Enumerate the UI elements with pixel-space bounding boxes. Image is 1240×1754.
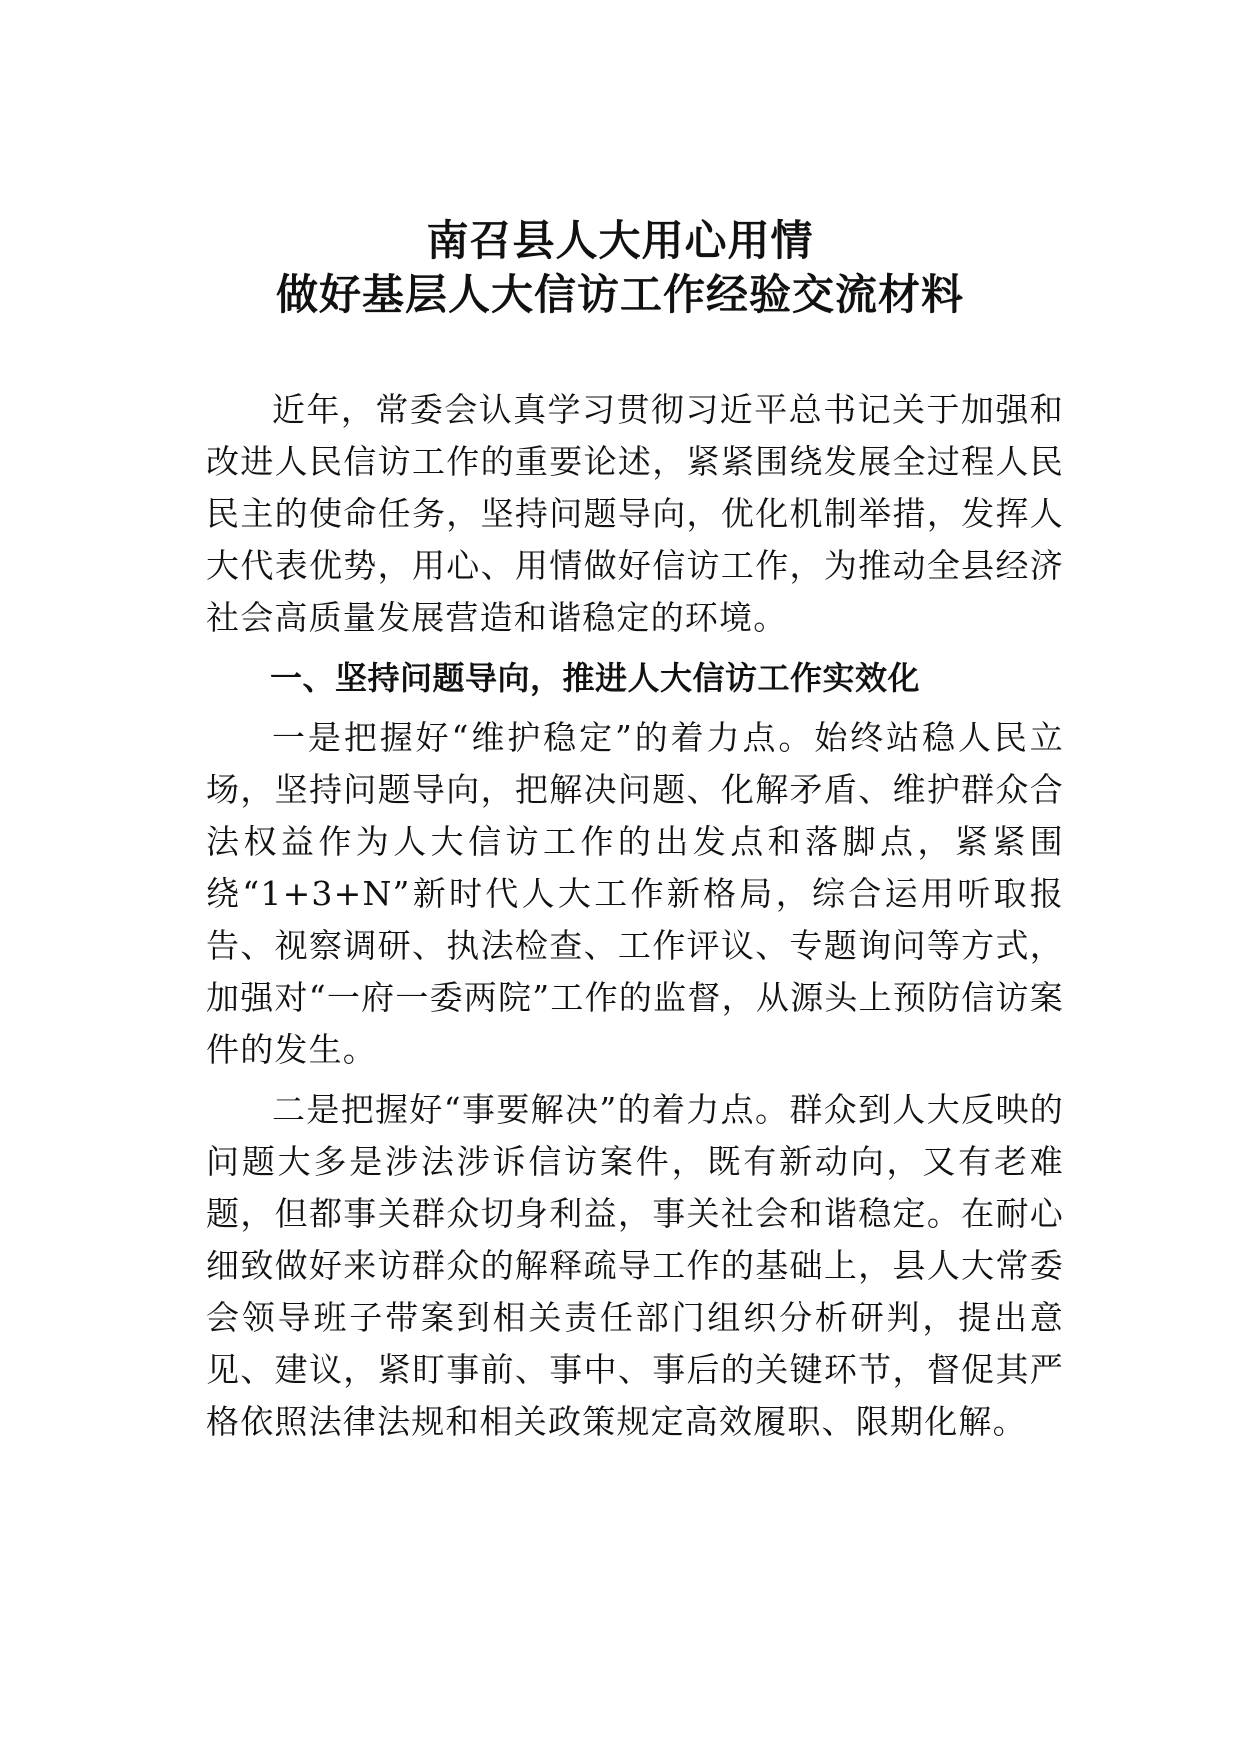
section-1-paragraph-2: 二是把握好“事要解决”的着力点。群众到人大反映的问题大多是涉法涉诉信访案件，既有新动向，又有老难题，但都事关群众切身利益，事关社会和谐稳定。在耐心细致做好来访群众的解释疏导工作的基础上，县人大常委会领导班子带案到相关责任部门组织分析研判，提出意见、建议，紧盯事前、事中、事后的关键环节，督促其严格依照法律法规和相关政策规定高效履职、限期化解。 [206, 1090, 1064, 1441]
document-title [0, 214, 1240, 322]
title-line-1: 南召县人大用心用情 [426, 216, 814, 265]
section-1-paragraph-1: 一是把握好“维护稳定”的着力点。始终站稳人民立场，坚持问题导向，把解决问题、化解矛盾、维护群众合法权益作为人大信访工作的出发点和落脚点，紧紧围绕“1+3+N”新时代人大工作新格局，综合运用听取报告、视察调研、执法检查、工作评议、专题询问等方式，加强对“一府一委两院”工作的监督，从源头上预防信访案件的发生。 [206, 718, 1064, 1069]
title-line-2: 做好基层人大信访工作经验交流材料 [275, 270, 964, 319]
section-heading-1: 一、坚持问题导向，推进人大信访工作实效化 [270, 659, 921, 697]
document-body [206, 384, 1064, 1456]
intro-paragraph: 近年，常委会认真学习贯彻习近平总书记关于加强和改进人民信访工作的重要论述，紧紧围绕发展全过程人民民主的使命任务，坚持问题导向，优化机制举措，发挥人大代表优势，用心、用情做好信访工作，为推动全县经济社会高质量发展营造和谐稳定的环境。 [206, 390, 1064, 637]
